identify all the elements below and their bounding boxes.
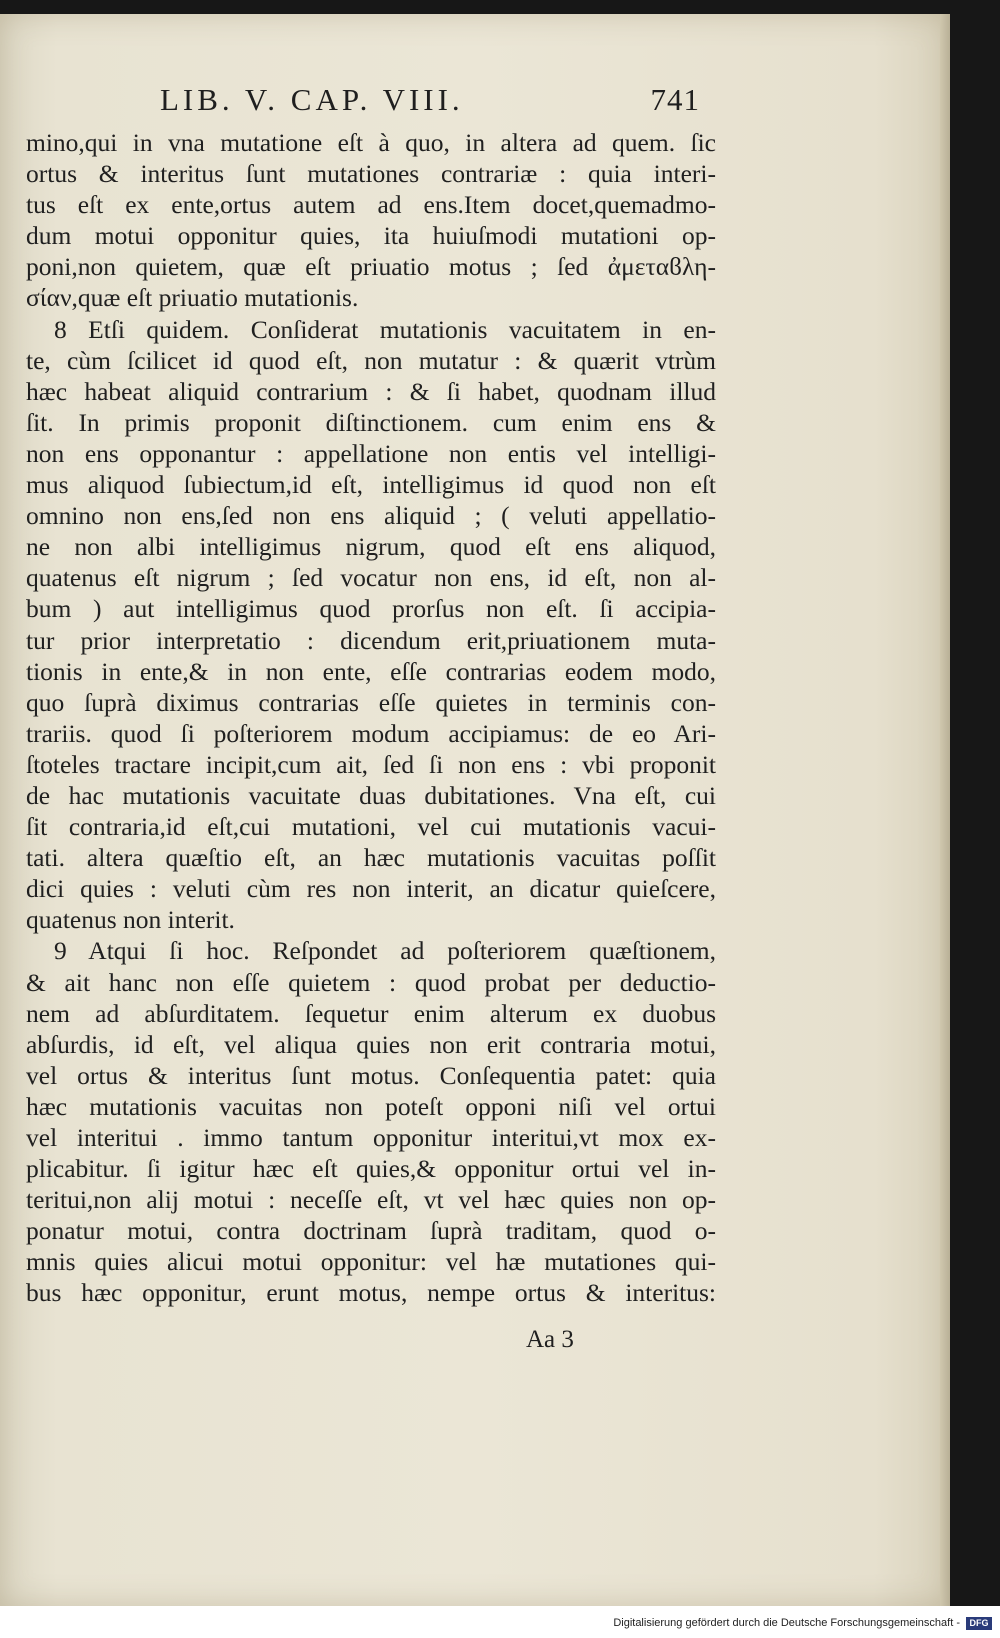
- text-line: non ens opponantur : appellatione non entis vel intelligi-: [26, 438, 716, 468]
- text-line: tionis in ente,& in non ente, eſſe contrarias eodem modo,: [26, 656, 716, 686]
- text-line: ſit contraria,id eſt,cui mutationi, vel cui mutationis vacui-: [26, 812, 716, 842]
- text-line: quatenus non interit.: [26, 905, 235, 935]
- dfg-logo: DFG: [966, 1617, 992, 1630]
- text-line: poni,non quietem, quæ eſt priuatio motus ; ſed ἀμεταϐλη-: [26, 252, 716, 282]
- text-line: mus aliquod ſubiectum,id eſt, intelligimus id quod non eſt: [26, 470, 716, 500]
- text-line: ponatur motui, contra doctrinam ſuprà traditam, quod o-: [26, 1216, 716, 1246]
- text-line: ſtoteles tractare incipit,cum ait, ſed ſi non ens : vbi proponit: [26, 749, 716, 779]
- text-line: teritui,non alij motui : neceſſe eſt, vt vel hæc quies non op-: [26, 1185, 716, 1215]
- text-line: bum ) aut intelligimus quod prorſus non eſt. ſi accipia-: [26, 594, 716, 624]
- text-line: tur prior interpretatio : dicendum erit,priuationem muta-: [26, 625, 716, 655]
- text-line: te, cùm ſcilicet id quod eſt, non mutatur : & quærit vtrùm: [26, 345, 716, 375]
- text-line: & ait hanc non eſſe quietem : quod probat per deductio-: [26, 967, 716, 997]
- text-line: de hac mutationis vacuitate duas dubitationes. Vna eſt, cui: [26, 780, 716, 810]
- page-number: 741: [650, 82, 700, 117]
- text-line: dici quies : veluti cùm res non interit, an dicatur quieſcere,: [26, 874, 716, 904]
- footer-credit: Digitalisierung gefördert durch die Deutsche Forschungsgemeinschaft -: [613, 1617, 960, 1629]
- text-line: quatenus eſt nigrum ; ſed vocatur non ens, id eſt, non al-: [26, 563, 716, 593]
- text-line: quo ſuprà diximus contrarias eſſe quietes in terminis con-: [26, 687, 716, 717]
- text-line: ortus & interitus ſunt mutationes contrariæ : quia interi-: [26, 159, 716, 189]
- text-line: plicabitur. ſi igitur hæc eſt quies,& opponitur ortui vel in-: [26, 1154, 716, 1184]
- text-line: vel ortus & interitus ſunt motus. Conſequentia patet: quia: [26, 1060, 716, 1090]
- text-line: nem ad abſurditatem. ſequetur enim alterum ex duobus: [26, 998, 716, 1028]
- running-head-title: LIB. V. CAP. VIII.: [160, 82, 464, 117]
- text-line: mnis quies alicui motui opponitur: vel hæ mutationes qui-: [26, 1247, 716, 1277]
- text-line: hæc habeat aliquid contrarium : & ſi habet, quodnam illud: [26, 376, 716, 406]
- text-line: bus hæc opponitur, erunt motus, nempe ortus & interitus:: [26, 1278, 716, 1308]
- text-line: ſit. In primis proponit diſtinctionem. cum enim ens &: [26, 407, 716, 437]
- text-line: abſurdis, id eſt, vel aliqua quies non erit contraria motui,: [26, 1029, 716, 1059]
- text-line: mino,qui in vna mutatione eſt à quo, in altera ad quem. ſic: [26, 128, 716, 157]
- body-text: [26, 127, 716, 1309]
- text-line: σίαν,quæ eſt priuatio mutationis.: [26, 283, 359, 313]
- text-line: dum motui opponitur quies, ita huiuſmodi mutationi op-: [26, 221, 716, 251]
- text-line: trariis. quod ſi poſteriorem modum accipiamus: de eo Ari-: [26, 718, 716, 748]
- digitization-footer: [0, 1606, 1000, 1638]
- running-head: [160, 82, 700, 122]
- text-line: hæc mutationis vacuitas non poteſt opponi niſi vel ortui: [26, 1091, 716, 1121]
- text-line: 8 Etſi quidem. Conſiderat mutationis vacuitatem in en-: [54, 314, 716, 344]
- text-line: ne non albi intelligimus nigrum, quod eſt ens aliquod,: [26, 532, 716, 562]
- text-line: tati. altera quæſtio eſt, an hæc mutationis vacuitas poſſit: [26, 843, 716, 873]
- page-edge: [940, 14, 950, 1606]
- signature-mark: Aa 3: [526, 1326, 574, 1353]
- text-line: omnino non ens,ſed non ens aliquid ; ( veluti appellatio-: [26, 501, 716, 531]
- text-line: 9 Atqui ſi hoc. Reſpondet ad poſteriorem quæſtionem,: [54, 936, 716, 966]
- text-line: tus eſt ex ente,ortus autem ad ens.Item docet,quemadmo-: [26, 190, 716, 220]
- text-line: vel interitui . immo tantum opponitur interitui,vt mox ex-: [26, 1123, 716, 1152]
- book-page: [0, 14, 950, 1606]
